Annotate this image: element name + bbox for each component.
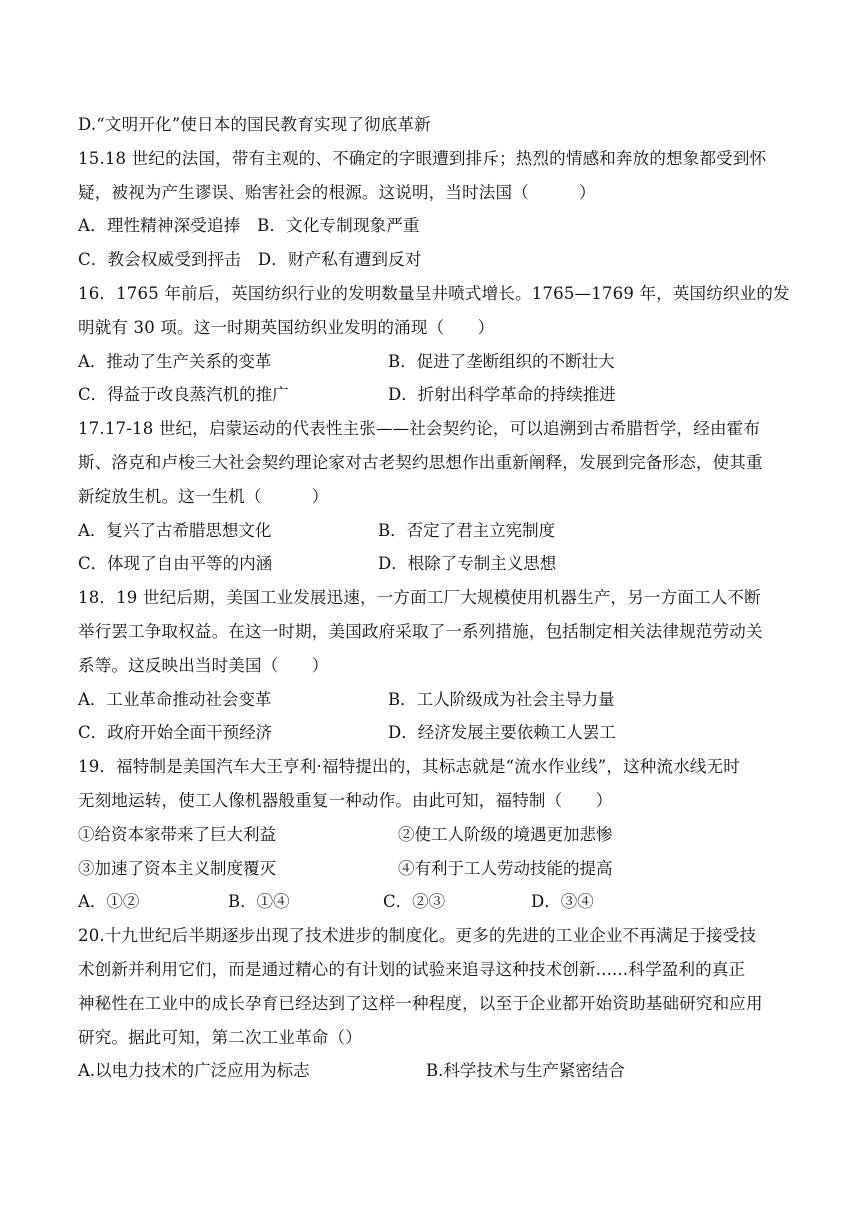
- q18-option-c: C．政府开始全面干预经济: [78, 723, 273, 743]
- q19-statement-1: ①给资本家带来了巨大利益: [78, 824, 276, 844]
- q20-option-a: A.以电力技术的广泛应用为标志: [78, 1061, 310, 1081]
- q16-stem-line-2: 明就有 30 项。这一时期英国纺织业发明的涌现（ ）: [78, 317, 495, 337]
- q16-option-d: D．折射出科学革命的持续推进: [388, 385, 616, 405]
- q19-stem-line-2: 无刻地运转，使工人像机器般重复一种动作。由此可知，福特制（ ）: [78, 790, 613, 810]
- q20-option-b: B.科学技术与生产紧密结合: [426, 1061, 625, 1081]
- q17-option-c: C．体现了自由平等的内涵: [78, 554, 273, 574]
- q20-stem-line-1: 20.十九世纪后半期逐步出现了技术进步的制度化。更多的先进的工业企业不再满足于接受技: [78, 926, 757, 946]
- q18-options-row-2: [78, 716, 790, 750]
- q17-option-b: B．否定了君主立宪制度: [378, 520, 556, 540]
- q19-statements-row-1: [78, 818, 790, 852]
- q15-stem-line-1: 15.18 世纪的法国，带有主观的、不确定的字眼遭到排斥；热烈的情感和奔放的想象都受到怀: [78, 148, 767, 168]
- q18-stem-line-1: 18．19 世纪后期，美国工业发展迅速，一方面工厂大规模使用机器生产，另一方面工人不断: [78, 588, 761, 608]
- q19-option-d: D．③④: [531, 892, 594, 912]
- q16-option-c: C．得益于改良蒸汽机的推广: [78, 385, 289, 405]
- q17-stem-line-2: 斯、洛克和卢梭三大社会契约理论家对古老契约思想作出重新阐释，发展到完备形态，使其重: [78, 452, 763, 472]
- q18-stem-line-2: 举行罢工争取权益。在这一时期，美国政府采取了一系列措施，包括制定相关法律规范劳动关: [78, 621, 763, 641]
- q18-options-row-1: [78, 683, 790, 717]
- q17-stem-line-3: 新绽放生机。这一生机（ ）: [78, 486, 329, 506]
- q19-option-a: A．①②: [78, 892, 140, 912]
- q19-statement-4: ④有利于工人劳动技能的提高: [398, 858, 613, 878]
- q17-stem-line-1: 17.17-18 世纪，启蒙运动的代表性主张——社会契约论，可以追溯到古希腊哲学，经由霍布: [78, 419, 761, 439]
- q19-statement-3: ③加速了资本主义制度覆灭: [78, 858, 276, 878]
- q19-option-b: B．①④: [228, 892, 290, 912]
- q15-stem-line-2: 疑，被视为产生谬误、贻害社会的根源。这说明，当时法国（ ）: [78, 182, 596, 202]
- exam-page: [78, 108, 790, 1088]
- q16-options-row-2: [78, 378, 790, 412]
- q14-option-d: D.“文明开化”使日本的国民教育实现了彻底革新: [78, 115, 431, 134]
- q16-options-row-1: [78, 345, 790, 379]
- q15-options-cd: C．教会权威受到抨击 D．财产私有遭到反对: [78, 250, 422, 270]
- q19-statements-row-2: [78, 852, 790, 886]
- q19-option-c: C．②③: [383, 892, 446, 912]
- q16-option-a: A．推动了生产关系的变革: [78, 351, 272, 371]
- q19-stem-line-1: 19．福特制是美国汽车大王亨利·福特提出的，其标志就是“流水作业线”，这种流水线无时: [78, 757, 741, 777]
- q18-option-a: A．工业革命推动社会变革: [78, 689, 272, 709]
- q17-option-d: D．根除了专制主义思想: [378, 554, 557, 574]
- q20-options-row-1: [78, 1054, 790, 1088]
- q18-option-d: D．经济发展主要依赖工人罢工: [388, 723, 616, 743]
- q16-stem-line-1: 16．1765 年前后，英国纺织行业的发明数量呈井喷式增长。1765—1769 年，英国纺织业的发: [78, 283, 790, 303]
- q18-stem-line-3: 系等。这反映出当时美国（ ）: [78, 655, 329, 675]
- q20-stem-line-2: 术创新并利用它们，而是通过精心的有计划的试验来追寻这种技术创新......科学盈利的真正: [78, 959, 746, 979]
- q17-option-a: A．复兴了古希腊思想文化: [78, 520, 272, 540]
- q17-options-row-1: [78, 514, 790, 548]
- q19-statement-2: ②使工人阶级的境遇更加悲惨: [398, 824, 613, 844]
- q20-stem-line-4: 研究。据此可知，第二次工业革命（）: [78, 1027, 362, 1047]
- q16-option-b: B．促进了垄断组织的不断壮大: [388, 351, 615, 371]
- q15-options-ab: A．理性精神深受追捧 B．文化专制现象严重: [78, 216, 420, 236]
- q19-options-row: [78, 885, 790, 919]
- q18-option-b: B．工人阶级成为社会主导力量: [388, 689, 615, 709]
- q17-options-row-2: [78, 547, 790, 581]
- q20-stem-line-3: 神秘性在工业中的成长孕育已经达到了这样一种程度，以至于企业都开始资助基础研究和应用: [78, 993, 763, 1013]
